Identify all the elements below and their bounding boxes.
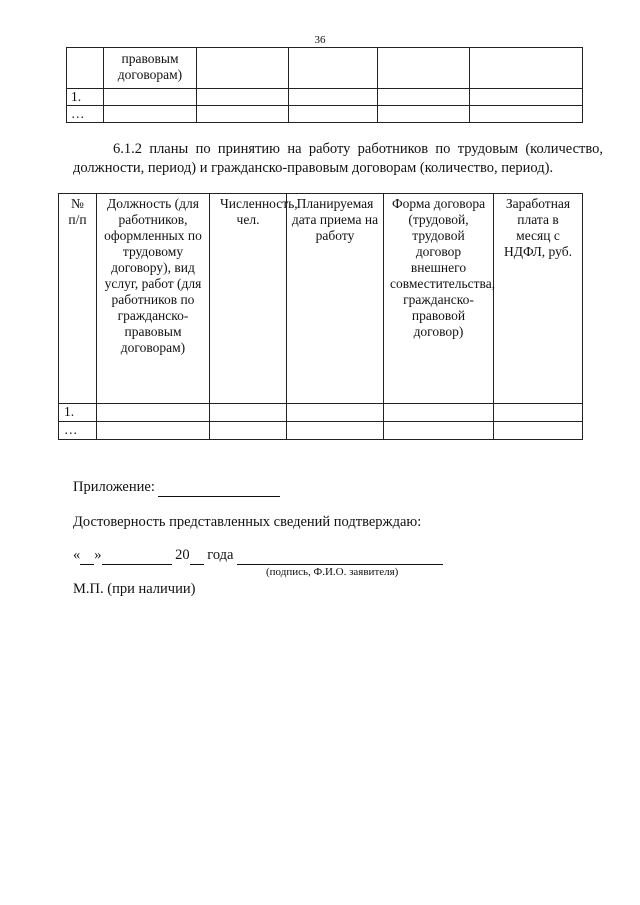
row-number: 1. bbox=[59, 404, 97, 422]
row-number: … bbox=[67, 106, 104, 123]
signature-caption: (подпись, Ф.И.О. заявителя) bbox=[266, 566, 399, 578]
section-paragraph: 6.1.2 планы по принятию на работу работников по трудовым (количество, должности, период) и гражданско-правовым договорам (количество, период). bbox=[73, 141, 603, 176]
row-number: … bbox=[59, 422, 97, 440]
month-blank bbox=[102, 546, 172, 565]
date-signature-line: « » 20 года bbox=[73, 546, 443, 565]
table-row bbox=[59, 422, 583, 440]
confirmation-text: Достоверность представленных сведений подтверждаю: bbox=[73, 514, 422, 530]
table-row bbox=[67, 106, 583, 123]
header-planned-date: Планируемая дата приема на работу bbox=[287, 194, 384, 404]
appendix-line bbox=[73, 478, 280, 497]
continued-table bbox=[66, 47, 583, 123]
appendix-blank bbox=[158, 478, 280, 497]
header-contract-form: Форма договора (трудовой, трудовой договор внешнего совместительства, гражданско-правовой договор) bbox=[384, 194, 494, 404]
continued-cell-text: правовым договорам) bbox=[104, 48, 197, 89]
day-blank bbox=[80, 546, 94, 565]
table-row bbox=[67, 89, 583, 106]
table-row bbox=[59, 404, 583, 422]
table-row bbox=[67, 48, 583, 89]
header-number: № п/п bbox=[59, 194, 97, 404]
year-blank bbox=[190, 546, 204, 565]
signature-blank bbox=[237, 546, 443, 565]
header-position: Должность (для работников, оформленных по трудовому договору), вид услуг, работ (для работников по гражданско-правовым договорам) bbox=[97, 194, 210, 404]
row-number: 1. bbox=[67, 89, 104, 106]
appendix-label: Приложение: bbox=[73, 479, 155, 495]
hiring-plan-table bbox=[58, 193, 583, 440]
table-header-row bbox=[59, 194, 583, 404]
header-headcount: Численность, чел. bbox=[210, 194, 287, 404]
page-number: 36 bbox=[314, 34, 326, 46]
stamp-note: М.П. (при наличии) bbox=[73, 581, 196, 597]
header-salary: Заработная плата в месяц с НДФЛ, руб. bbox=[494, 194, 583, 404]
